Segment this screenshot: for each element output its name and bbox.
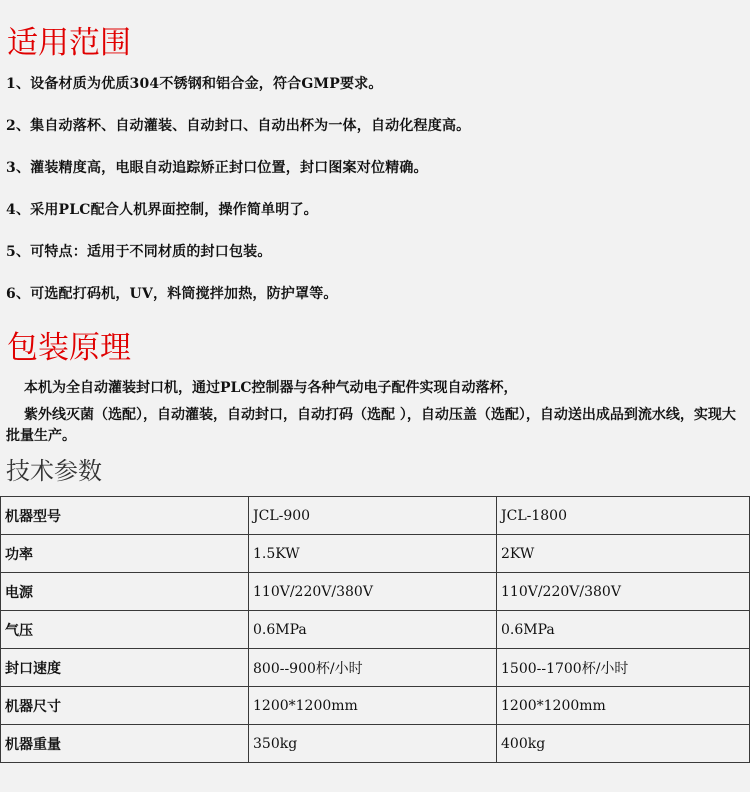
table-row	[1, 535, 750, 573]
spec-label-size: 机器尺寸	[1, 687, 249, 725]
principle-paragraph-1: 本机为全自动灌装封口机，通过PLC控制器与各种气动电子配件实现自动落杯，	[24, 380, 518, 396]
spec-value-weight-a: 350kg	[249, 725, 497, 763]
spec-label-speed: 封口速度	[1, 649, 249, 687]
scope-item-3: 3、灌装精度高，电眼自动追踪矫正封口位置，封口图案对位精确。	[6, 160, 428, 176]
table-row	[1, 649, 750, 687]
spec-value-model-a: JCL-900	[249, 497, 497, 535]
spec-value-size-a: 1200*1200mm	[249, 687, 497, 725]
scope-item-5: 5、可特点：适用于不同材质的封口包装。	[6, 244, 272, 260]
spec-value-power-a: 1.5KW	[249, 535, 497, 573]
spec-value-pressure-a: 0.6MPa	[249, 611, 497, 649]
spec-value-weight-b: 400kg	[497, 725, 750, 763]
spec-label-weight: 机器重量	[1, 725, 249, 763]
principle-paragraph-2: 紫外线灭菌（选配），自动灌装，自动封口，自动打码（选配 ），自动压盖（选配），自动送出成品到流水线，实现大批量生产。	[6, 407, 736, 444]
table-row	[1, 725, 750, 763]
spec-value-size-b: 1200*1200mm	[497, 687, 750, 725]
spec-value-pressure-b: 0.6MPa	[497, 611, 750, 649]
spec-value-supply-a: 110V/220V/380V	[249, 573, 497, 611]
scope-item-2: 2、集自动落杯、自动灌装、自动封口、自动出杯为一体，自动化程度高。	[6, 118, 471, 134]
spec-value-speed-b: 1500--1700杯/小时	[497, 649, 750, 687]
specs-table	[0, 496, 750, 763]
scope-item-6: 6、可选配打码机，UV，料筒搅拌加热，防护罩等。	[6, 286, 338, 302]
table-row	[1, 611, 750, 649]
table-row	[1, 497, 750, 535]
table-row	[1, 687, 750, 725]
scope-item-1: 1、设备材质为优质304不锈钢和铝合金，符合GMP要求。	[6, 76, 383, 92]
spec-value-model-b: JCL-1800	[497, 497, 750, 535]
spec-value-power-b: 2KW	[497, 535, 750, 573]
table-row	[1, 573, 750, 611]
spec-label-power: 功率	[1, 535, 249, 573]
spec-label-supply: 电源	[1, 573, 249, 611]
scope-heading: 适用范围	[7, 25, 131, 61]
scope-item-4: 4、采用PLC配合人机界面控制，操作简单明了。	[6, 202, 318, 218]
spec-label-pressure: 气压	[1, 611, 249, 649]
specs-heading: 技术参数	[6, 457, 102, 485]
spec-label-model: 机器型号	[1, 497, 249, 535]
principle-heading: 包装原理	[7, 330, 131, 366]
spec-value-supply-b: 110V/220V/380V	[497, 573, 750, 611]
spec-value-speed-a: 800--900杯/小时	[249, 649, 497, 687]
